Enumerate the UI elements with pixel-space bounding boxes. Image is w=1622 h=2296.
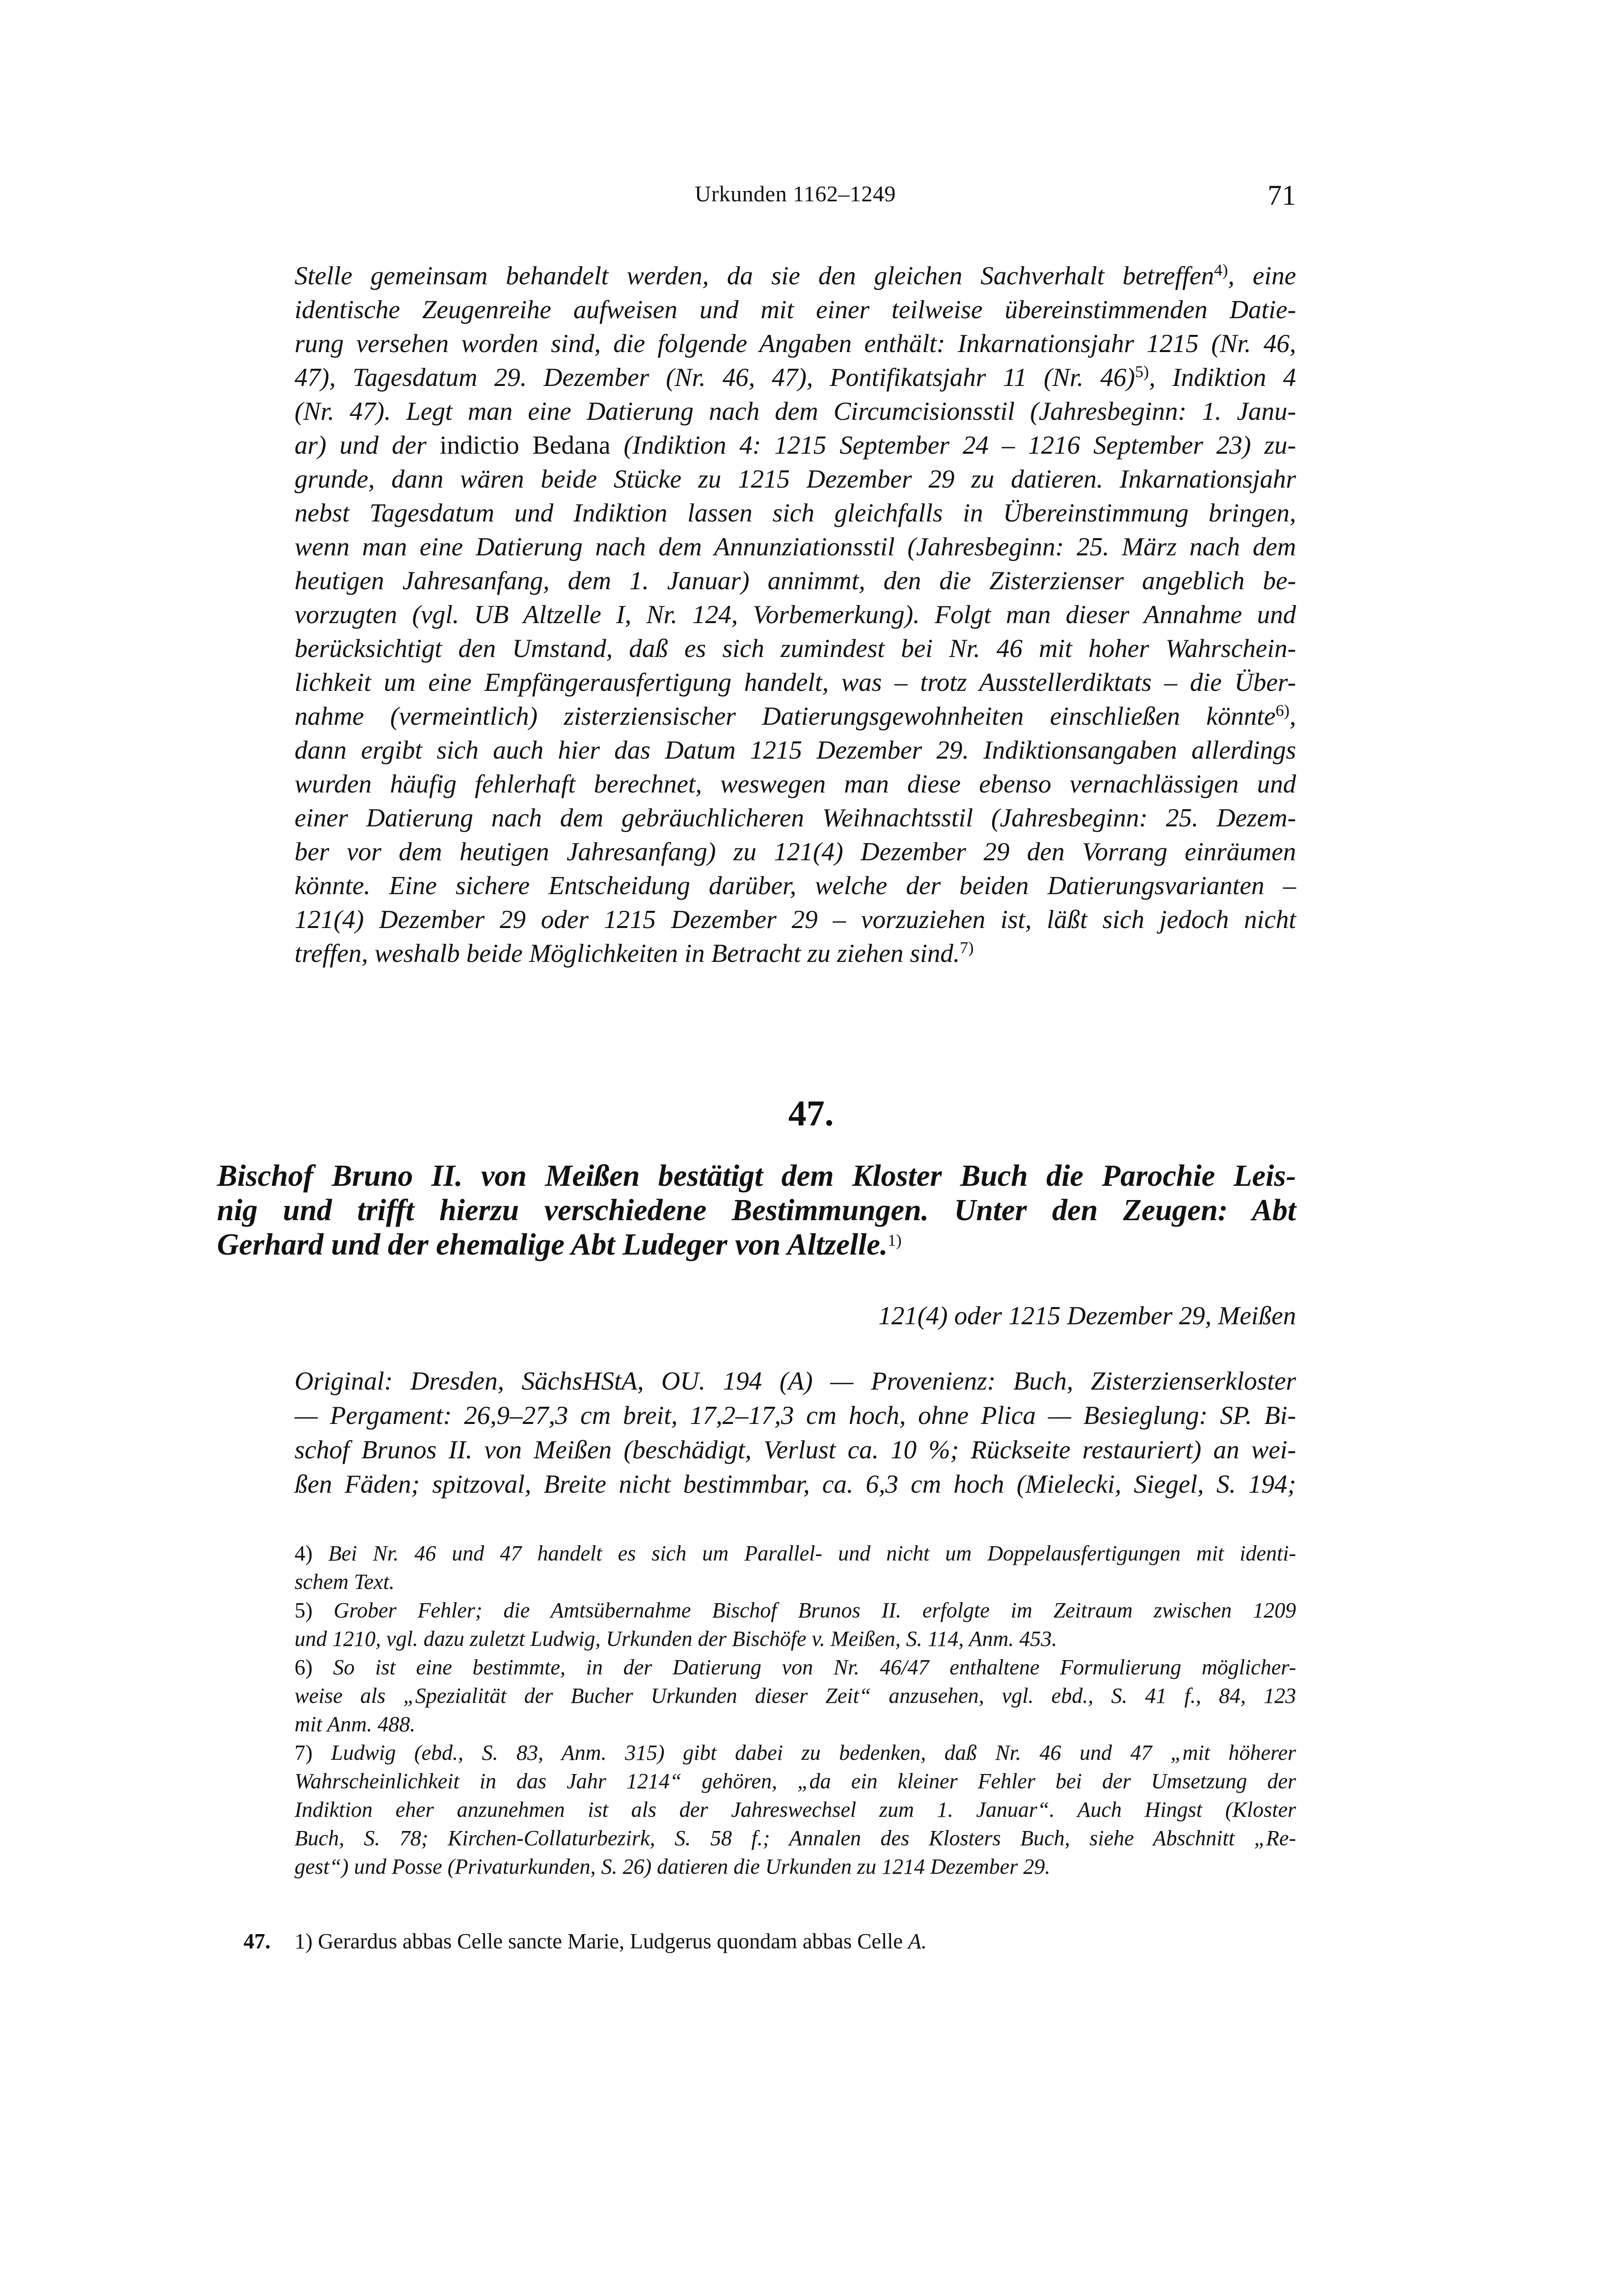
body-line: (Nr. 47). Legt man eine Datierung nach dem Circumcisionsstil (Jahresbeginn: 1. Janu- — [295, 397, 1296, 426]
document-date: 121(4) oder 1215 Dezember 29, Meißen — [878, 1302, 1296, 1330]
text-variant-note — [243, 1927, 1296, 1956]
original-line: schof Brunos II. von Meißen (beschädigt, Verlust ca. 10 %; Rückseite restauriert) an wei- — [295, 1436, 1296, 1464]
variant-siglum: A. — [908, 1929, 927, 1953]
body-line: vorzugten (vgl. UB Altzelle I, Nr. 124, Vorbemerkung). Folgt man dieser Annahme und — [295, 601, 1296, 629]
body-line: könnte. Eine sichere Entscheidung darüber, welche der beiden Datierungsvarianten – — [295, 872, 1296, 900]
variant-text: Gerardus abbas Celle sancte Marie, Ludgerus quondam abbas Celle — [318, 1929, 903, 1953]
commentary-paragraph — [295, 259, 1296, 971]
title-line: nig und trifft hierzu verschiedene Bestimmungen. Unter den Zeugen: Abt — [217, 1194, 1296, 1227]
body-line: berücksichtigt den Umstand, daß es sich zumindest bei Nr. 46 mit hoher Wahrschein- — [295, 634, 1296, 663]
document-number: 47. — [788, 1093, 834, 1134]
body-line: treffen, weshalb beide Möglichkeiten in Betracht zu ziehen sind.$^{7)}$ — [295, 939, 974, 968]
original-line: ßen Fäden; spitzoval, Breite nicht bestimmbar, ca. 6,3 cm hoch (Mielecki, Siegel, S. 194; — [295, 1470, 1296, 1499]
original-line: — Pergament: 26,9–27,3 cm breit, 17,2–17,3 cm hoch, ohne Plica — Besieglung: SP. Bi- — [295, 1401, 1296, 1430]
body-line: nahme (vermeintlich) zisterziensischer Datierungsgewohnheiten einschließen könnte$^{6)}$, — [295, 702, 1296, 731]
footnote-7: 7) Ludwig (ebd., S. 83, Anm. 315) gibt dabei zu bedenken, daß Nr. 46 und 47 „mit höherer Wahrscheinlichkeit in das Jahr 1214“ gehören, „da ein kleiner Fehler bei der Umsetzung der Indiktion eher anzunehmen ist als der Jahreswechsel zum 1. Januar“. Auch Hingst (Kloster Buch, S. 78; Kirchen-Collaturbezirk, S. 58 f.; Annalen des Klosters Buch, siehe Abschnitt „Re- gest“) und Posse (Privaturkunden, S. 26) datieren die Urkunden zu 1214 Dezember 29. — [295, 1741, 1297, 1879]
body-line: ber vor dem heutigen Jahresanfang) zu 121(4) Dezember 29 den Vorrang einräumen — [295, 838, 1296, 866]
body-line: wenn man eine Datierung nach dem Annunziationsstil (Jahresbeginn: 25. März nach dem — [295, 533, 1296, 561]
body-line: ar) und der indictio Bedana (Indiktion 4: 1215 September 24 – 1216 September 23) zu- — [295, 431, 1296, 460]
body-line: 47), Tagesdatum 29. Dezember (Nr. 46, 47), Pontifikatsjahr 11 (Nr. 46)$^{5)}$, Indiktion 4 — [295, 363, 1296, 392]
title-line: Gerhard und der ehemalige Abt Ludeger von Altzelle.$^{1)}$ — [217, 1228, 902, 1261]
original-description — [295, 1364, 1296, 1502]
body-line: nebst Tagesdatum und Indiktion lassen sich gleichfalls in Übereinstimmung bringen, — [295, 499, 1296, 527]
body-line: lichkeit um eine Empfängerausfertigung handelt, was – trotz Ausstellerdiktats – die Über- — [295, 668, 1296, 697]
running-head: Urkunden 1162–1249 — [695, 181, 896, 206]
variant-doc-number: 47. — [243, 1929, 270, 1953]
latin-term: indictio Bedana — [439, 431, 611, 460]
body-line: dann ergibt sich auch hier das Datum 1215 Dezember 29. Indiktionsangaben allerdings — [295, 736, 1296, 765]
body-line: identische Zeugenreihe aufweisen und mit einer teilweise übereinstimmenden Datie- — [295, 296, 1296, 324]
body-line: einer Datierung nach dem gebräuchlicheren Weihnachtsstil (Jahresbeginn: 25. Dezem- — [295, 804, 1296, 832]
body-line: Stelle gemeinsam behandelt werden, da sie den gleichen Sachverhalt betreffen$^{4)}$, eine — [295, 261, 1296, 290]
body-line: heutigen Jahresanfang, dem 1. Januar) annimmt, den die Zisterzienser angeblich be- — [295, 567, 1296, 595]
original-line: Original: Dresden, SächsHStA, OU. 194 (A) — Provenienz: Buch, Zisterzienserkloster — [295, 1367, 1296, 1395]
footnote-5: 5) Grober Fehler; die Amtsübernahme Bischof Brunos II. erfolgte im Zeitraum zwischen 1209 und 1210, vgl. dazu zuletzt Ludwig, Urkunden der Bischöfe v. Meißen, S. 114, Anm. 453. — [295, 1598, 1296, 1651]
title-line: Bischof Bruno II. von Meißen bestätigt dem Kloster Buch die Parochie Leis- — [217, 1159, 1296, 1193]
variant-number: 1) — [295, 1929, 313, 1953]
document-regest-title — [217, 1159, 1296, 1262]
body-line: wurden häufig fehlerhaft berechnet, weswegen man diese ebenso vernachlässigen und — [295, 770, 1296, 798]
page-number: 71 — [1268, 179, 1296, 211]
title-footnote-marker: 1) — [888, 1231, 902, 1250]
body-line: grunde, dann wären beide Stücke zu 1215 Dezember 29 zu datieren. Inkarnationsjahr — [295, 465, 1296, 493]
body-line: 121(4) Dezember 29 oder 1215 Dezember 29 – vorzuziehen ist, läßt sich jedoch nicht — [295, 905, 1296, 934]
footnotes — [295, 1539, 1296, 1881]
footnote-6: 6) So ist eine bestimmte, in der Datierung von Nr. 46/47 enthaltene Formulierung möglicher- weise als „Spezialität der Bucher Urkunden dieser Zeit“ anzusehen, vgl. ebd., S. 41 f., 84, 123 mit Anm. 488. — [295, 1655, 1296, 1736]
page-header — [295, 172, 1296, 216]
footnote-4: 4) Bei Nr. 46 und 47 handelt es sich um Parallel- und nicht um Doppelausfertigungen mit identi- schem Text. — [295, 1541, 1296, 1594]
body-line: rung versehen worden sind, die folgende Angaben enthält: Inkarnationsjahr 1215 (Nr. 46, — [295, 329, 1296, 358]
